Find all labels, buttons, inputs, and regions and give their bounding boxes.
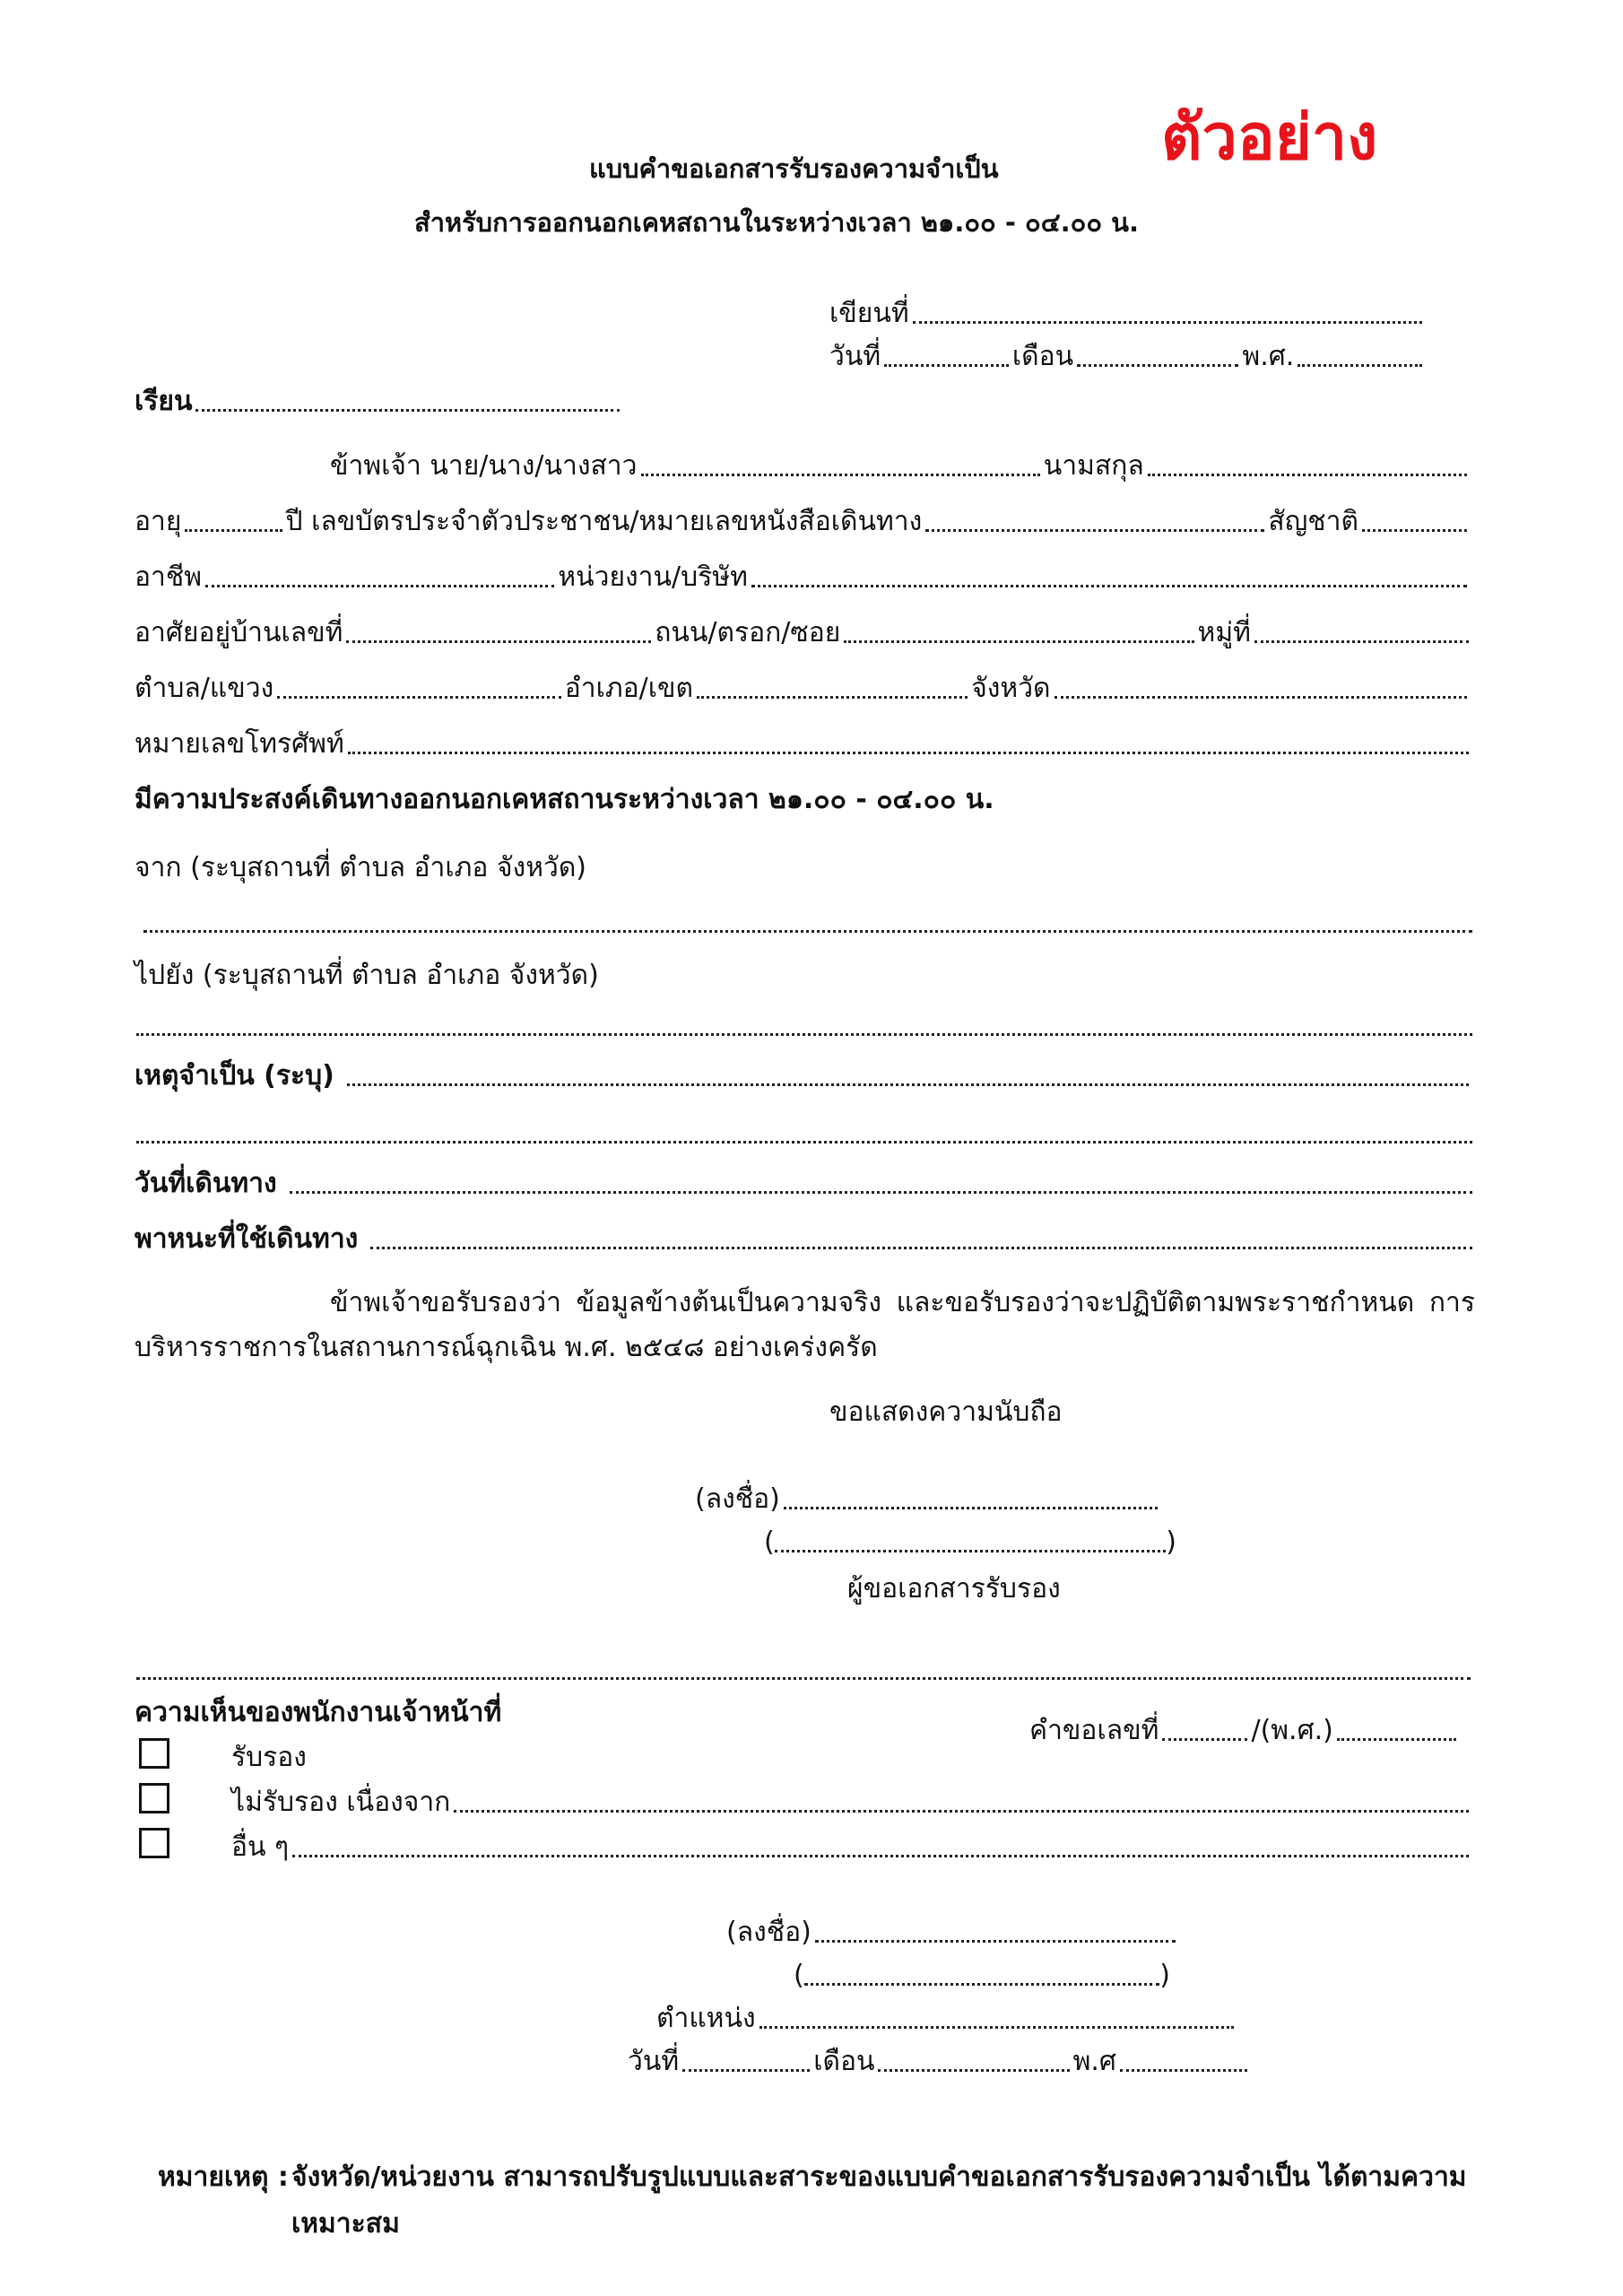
travel-date-field[interactable] — [290, 1191, 1472, 1194]
reason-field-line2[interactable] — [136, 1141, 1472, 1144]
reject-reason-field[interactable] — [454, 1810, 1469, 1813]
written-at-row — [829, 296, 1426, 332]
applicant-role: ผู้ขอเอกสารรับรอง — [847, 1573, 1061, 1605]
moo-label: หมู่ที่ — [1197, 617, 1251, 648]
date-day-label: วันที่ — [829, 341, 881, 372]
date-day-field[interactable] — [884, 364, 1009, 367]
vehicle-label: พาหนะที่ใช้เดินทาง — [135, 1223, 359, 1255]
destination-label: ไปยัง (ระบุสถานที่ ตำบล อำเภอ จังหวัด) — [135, 960, 599, 991]
occupation-label: อาชีพ — [135, 561, 202, 593]
reason-label: เหตุจำเป็น (ระบุ) — [135, 1060, 334, 1091]
to-field[interactable] — [195, 409, 620, 412]
officer-heading: ความเห็นของพนักงานเจ้าหน้าที่ — [135, 1697, 502, 1728]
travel-intent-heading: มีความประสงค์เดินทางออกนอกเคหสถานระหว่างเวลา ๒๑.๐๐ - ๐๔.๐๐ น. — [135, 784, 994, 815]
occupation-field[interactable] — [205, 585, 554, 587]
age-field[interactable] — [185, 529, 282, 532]
officer-date-month-field[interactable] — [878, 2069, 1069, 2072]
reason-row — [135, 1058, 1472, 1094]
district-label: อำเภอ/เขต — [564, 673, 694, 704]
officer-sign-label: (ลงชื่อ) — [726, 1917, 812, 1948]
address-row — [135, 615, 1472, 651]
reject-checkbox[interactable] — [139, 1783, 169, 1813]
form-title: แบบคำขอเอกสารรับรองความจำเป็น — [589, 153, 999, 184]
officer-date-year-field[interactable] — [1120, 2069, 1247, 2072]
travel-date-label: วันที่เดินทาง — [135, 1168, 277, 1199]
written-at-field[interactable] — [913, 321, 1422, 324]
subdistrict-label: ตำบล/แขวง — [135, 673, 274, 704]
reason-field[interactable] — [347, 1083, 1469, 1086]
age-row — [135, 504, 1471, 540]
approve-option-label: รับรอง — [231, 1742, 307, 1773]
date-year-field[interactable] — [1298, 364, 1422, 367]
officer-printed-name-field[interactable] — [804, 1983, 1160, 1986]
officer-date-day-field[interactable] — [682, 2069, 810, 2072]
from-label: จาก (ระบุสถานที่ ตำบล อำเภอ จังหวัด) — [135, 852, 587, 883]
request-year-field[interactable] — [1337, 1738, 1456, 1741]
officer-sign-row — [726, 1915, 1179, 1951]
name-label: ข้าพเจ้า นาย/นาง/นางสาว — [330, 450, 638, 482]
officer-position-label: ตำแหน่ง — [656, 2003, 756, 2034]
date-row — [829, 339, 1426, 375]
other-reason-field[interactable] — [292, 1855, 1469, 1857]
form-subtitle: สำหรับการออกนอกเคหสถานในระหว่างเวลา ๒๑.๐๐ - ๐๔.๐๐ น. — [414, 207, 1139, 238]
phone-label: หมายเลขโทรศัพท์ — [135, 728, 344, 760]
approve-checkbox[interactable] — [139, 1738, 169, 1769]
note-text-line1: จังหวัด/หน่วยงาน สามารถปรับรูปแบบและสาระของแบบคำขอเอกสารรับรองความจำเป็น ได้ตามความ — [291, 2161, 1467, 2193]
agency-field[interactable] — [751, 585, 1467, 587]
nationality-field[interactable] — [1362, 529, 1467, 532]
phone-row — [135, 726, 1472, 762]
surname-label: นามสกุล — [1043, 450, 1144, 482]
id-label: ปี เลขบัตรประจำตัวประชาชน/หมายเลขหนังสือเดินทาง — [285, 506, 923, 537]
officer-date-year-label: พ.ศ — [1072, 2046, 1116, 2077]
occupation-row — [135, 560, 1471, 596]
applicant-printed-name-field[interactable] — [775, 1550, 1167, 1552]
vehicle-field[interactable] — [370, 1247, 1472, 1249]
note-text-line2: เหมาะสม — [291, 2208, 400, 2239]
surname-field[interactable] — [1148, 474, 1467, 476]
travel-date-row — [135, 1166, 1476, 1202]
officer-date-month-label: เดือน — [813, 2046, 875, 2077]
id-field[interactable] — [925, 529, 1264, 532]
phone-field[interactable] — [348, 752, 1469, 754]
from-field[interactable] — [143, 930, 1472, 933]
paren-close: ) — [1166, 1526, 1176, 1558]
agency-label: หน่วยงาน/บริษัท — [558, 561, 748, 593]
to-label: เรียน — [135, 386, 193, 417]
reject-row — [231, 1785, 1472, 1821]
note-label: หมายเหตุ : — [158, 2161, 289, 2193]
closing-text: ขอแสดงความนับถือ — [829, 1396, 1063, 1428]
officer-paren-open: ( — [794, 1960, 804, 1991]
applicant-signature-field[interactable] — [784, 1507, 1158, 1509]
locality-row — [135, 671, 1471, 707]
request-no-label: คำขอเลขที่ — [1029, 1715, 1159, 1746]
paren-open: ( — [764, 1526, 775, 1558]
officer-position-field[interactable] — [759, 2026, 1234, 2029]
sample-watermark: ตัวอย่าง — [1161, 100, 1378, 174]
subdistrict-field[interactable] — [277, 696, 561, 699]
address-field[interactable] — [346, 640, 651, 643]
officer-name-row — [794, 1958, 1170, 1994]
applicant-sign-label: (ลงชื่อ) — [695, 1483, 780, 1515]
nationality-label: สัญชาติ — [1268, 506, 1358, 537]
written-at-label: เขียนที่ — [829, 298, 909, 329]
province-label: จังหวัด — [971, 673, 1051, 704]
date-month-field[interactable] — [1077, 364, 1238, 367]
certification-paragraph: ข้าพเจ้าขอรับรองว่า ข้อมูลข้างต้นเป็นความจริง และขอรับรองว่าจะปฏิบัติตามพระราชกำหนด การบริหารราชการในสถานการณ์ฉุกเฉิน พ.ศ. ๒๕๔๘ อย่างเคร่งครัด — [135, 1287, 1475, 1363]
applicant-name-row — [764, 1525, 1176, 1561]
destination-field[interactable] — [136, 1033, 1472, 1036]
applicant-sign-row — [695, 1482, 1161, 1518]
officer-date-row — [628, 2044, 1251, 2080]
officer-signature-field[interactable] — [815, 1940, 1176, 1943]
section-divider — [136, 1677, 1471, 1680]
district-field[interactable] — [697, 696, 968, 699]
request-no-separator: /(พ.ศ.) — [1251, 1715, 1333, 1746]
moo-field[interactable] — [1254, 640, 1469, 643]
officer-position-row — [656, 2001, 1237, 2037]
other-option-label: อื่น ๆ — [231, 1831, 290, 1863]
road-label: ถนน/ตรอก/ซอย — [655, 617, 841, 648]
request-no-row — [1029, 1713, 1460, 1749]
other-row — [231, 1830, 1472, 1866]
officer-date-day-label: วันที่ — [628, 2046, 680, 2077]
date-month-label: เดือน — [1011, 341, 1074, 372]
date-year-label: พ.ศ. — [1242, 341, 1295, 372]
other-checkbox[interactable] — [139, 1828, 169, 1858]
reject-option-label: ไม่รับรอง เนื่องจาก — [231, 1787, 451, 1818]
province-field[interactable] — [1055, 696, 1467, 699]
officer-paren-close: ) — [1159, 1960, 1170, 1991]
vehicle-row — [135, 1222, 1476, 1257]
age-label: อายุ — [135, 506, 182, 537]
name-row — [330, 448, 1471, 484]
name-field[interactable] — [641, 474, 1040, 476]
road-field[interactable] — [844, 640, 1193, 643]
to-row — [135, 384, 623, 420]
request-no-field[interactable] — [1162, 1738, 1247, 1741]
address-label: อาศัยอยู่บ้านเลขที่ — [135, 617, 343, 648]
